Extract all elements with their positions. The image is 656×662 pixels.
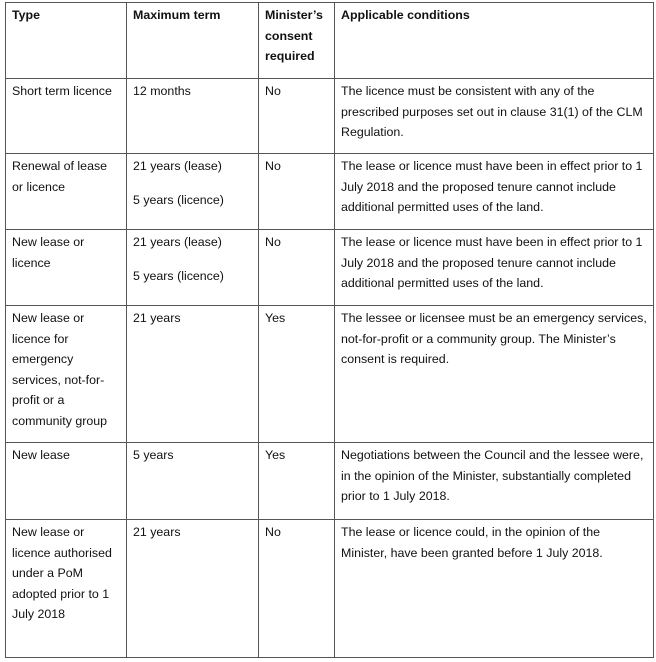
cell-conditions: The licence must be consistent with any of the prescribed purposes set out in clause 31(1) of the CLM Regulation. (335, 79, 654, 154)
term-value: 12 months (133, 84, 191, 98)
cell-type: New lease or licence authorised under a PoM adopted prior to 1 July 2018 (6, 520, 127, 658)
header-applicable-conditions: Applicable conditions (335, 3, 654, 79)
term-value: 21 years (lease) (133, 235, 222, 249)
cell-type: Renewal of lease or licence (6, 154, 127, 230)
cell-conditions: Negotiations between the Council and the lessee were, in the opinion of the Minister, substantially completed prior to 1 July 2018. (335, 443, 654, 520)
header-type: Type (6, 3, 127, 79)
cell-term (127, 306, 259, 443)
cell-consent: No (259, 154, 335, 230)
cell-conditions: The lease or licence could, in the opinion of the Minister, have been granted before 1 July 2018. (335, 520, 654, 658)
header-ministers-consent: Minister’s consent required (259, 3, 335, 79)
table-row (6, 306, 654, 443)
cell-conditions: The lease or licence must have been in effect prior to 1 July 2018 and the proposed tenure cannot include additional permitted uses of the land. (335, 154, 654, 230)
cell-type: New lease (6, 443, 127, 520)
cell-type: New lease or licence for emergency services, not-for-profit or a community group (6, 306, 127, 443)
term-value: 21 years (133, 311, 181, 325)
tenure-conditions-table (5, 2, 654, 658)
table-row (6, 443, 654, 520)
cell-type: New lease or licence (6, 230, 127, 306)
cell-term (127, 230, 259, 306)
header-row (6, 3, 654, 79)
table-row (6, 520, 654, 658)
term-value: 21 years (lease) (133, 159, 222, 173)
cell-term (127, 154, 259, 230)
cell-conditions: The lessee or licensee must be an emergency services, not-for-profit or a community group. The Minister’s consent is required. (335, 306, 654, 443)
cell-consent: No (259, 520, 335, 658)
cell-type: Short term licence (6, 79, 127, 154)
table-row (6, 230, 654, 306)
term-value: 21 years (133, 525, 181, 539)
table-row (6, 154, 654, 230)
cell-term (127, 79, 259, 154)
cell-term (127, 520, 259, 658)
cell-consent: Yes (259, 306, 335, 443)
term-value: 5 years (133, 448, 174, 462)
term-value: 5 years (licence) (133, 192, 224, 207)
cell-consent: Yes (259, 443, 335, 520)
table-row (6, 79, 654, 154)
cell-consent: No (259, 79, 335, 154)
cell-consent: No (259, 230, 335, 306)
cell-term (127, 443, 259, 520)
cell-conditions: The lease or licence must have been in effect prior to 1 July 2018 and the proposed tenure cannot include additional permitted uses of the land. (335, 230, 654, 306)
term-value: 5 years (licence) (133, 268, 224, 283)
header-maximum-term: Maximum term (127, 3, 259, 79)
